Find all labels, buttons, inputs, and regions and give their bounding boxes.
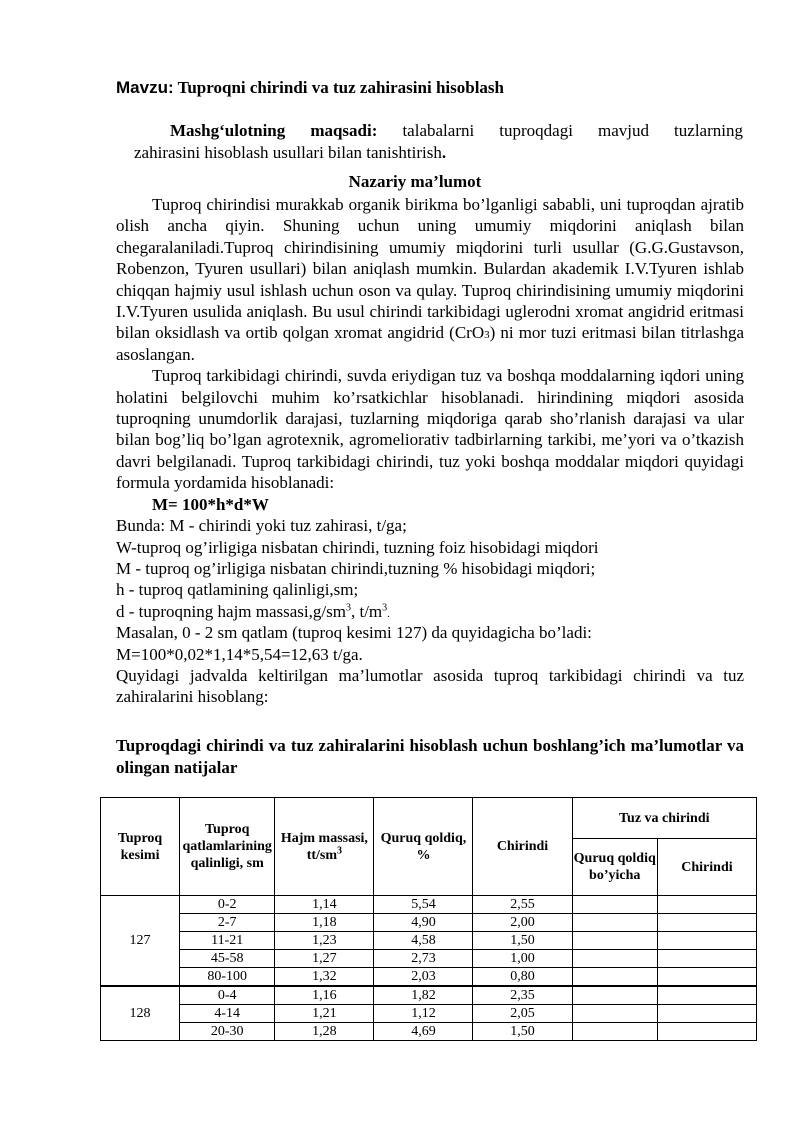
def-m: Bunda: M - chirindi yoki tuz zahirasi, t/ga; xyxy=(116,516,407,536)
cell-tuz-chirindi xyxy=(657,914,756,932)
cell-chirindi: 0,80 xyxy=(473,968,572,987)
header-sub-chirindi: Chirindi xyxy=(657,839,756,896)
cell-tuz-quruq xyxy=(572,932,657,950)
cell-kesim: 128 xyxy=(101,986,180,1041)
cell-tuz-quruq xyxy=(572,914,657,932)
goal-line-2 xyxy=(118,142,743,164)
cell-hajm: 1,27 xyxy=(275,950,374,968)
cell-hajm: 1,21 xyxy=(275,1005,374,1023)
def-d-mid: , t/m xyxy=(350,601,383,621)
cell-quruq: 1,82 xyxy=(374,986,473,1005)
cell-qalinlik: 4-14 xyxy=(180,1005,275,1023)
table-row xyxy=(101,914,757,932)
def-d xyxy=(116,601,744,622)
cell-chirindi: 1,50 xyxy=(473,1023,572,1041)
table-row xyxy=(101,986,757,1005)
table-row xyxy=(101,932,757,950)
table-row xyxy=(101,896,757,914)
cell-tuz-chirindi xyxy=(657,896,756,914)
title-text: Tuproqni chirindi va tuz zahirasini hisoblash xyxy=(173,78,504,97)
body-text xyxy=(116,194,744,708)
header-sub-quruq: Quruq qoldiq bo’yicha xyxy=(572,839,657,896)
cell-hajm: 1,16 xyxy=(275,986,374,1005)
paragraph-1-text: Tuproq chirindisi murakkab organik birikma bo’lganligi sababli, uni tuproqdan ajratib olish ancha qiyin. Shuning uchun uning umumiy miqdorini aniqlash bilan chegaralaniladi.Tuproq chirindisining umumiy miqdorini turli usullar (G.G.Gustavson, Robenzon, Tyuren usullari) bilan aniqlash mumkin. Bulardan akademik I.V.Tyuren ishlab chiqqan hajmiy usul ishlash uchun oson va qulay. Tuproq chirindisining umumiy miqdorini I.V.Tyuren usulida aniqlash. Bu usul chirindi tarkibidagi uglerodni xromat angidrid eritmasi bilan oksidlash va ortib qolgan xromat angidrid (CrO xyxy=(116,195,744,343)
cell-quruq: 2,03 xyxy=(374,968,473,987)
header-chirindi: Chirindi xyxy=(473,798,572,896)
table-row xyxy=(101,950,757,968)
goal-dot: . xyxy=(441,143,447,162)
cell-chirindi: 2,00 xyxy=(473,914,572,932)
cell-quruq: 4,69 xyxy=(374,1023,473,1041)
page-title xyxy=(116,78,504,98)
cell-chirindi: 2,55 xyxy=(473,896,572,914)
header-hajm-text: Hajm massasi, tt/sm xyxy=(280,830,368,863)
cell-chirindi: 2,05 xyxy=(473,1005,572,1023)
paragraph-1 xyxy=(116,194,744,365)
header-quruq: Quruq qoldiq, % xyxy=(374,798,473,896)
cell-hajm: 1,32 xyxy=(275,968,374,987)
example-line-2: M=100*0,02*1,14*5,54=12,63 t/ga. xyxy=(116,644,363,664)
table-row xyxy=(101,968,757,987)
table-body xyxy=(101,896,757,1041)
header-hajm xyxy=(275,798,374,896)
cell-tuz-quruq xyxy=(572,1005,657,1023)
cell-quruq: 5,54 xyxy=(374,896,473,914)
cell-kesim: 127 xyxy=(101,896,180,987)
header-row-1 xyxy=(101,798,757,839)
data-table xyxy=(100,797,757,1041)
def-d-text: d - tuproqning hajm massasi,g/sm xyxy=(116,601,346,621)
goal-section xyxy=(118,120,743,164)
cell-quruq: 2,73 xyxy=(374,950,473,968)
def-h: h - tuproq qatlamining qalinligi,sm; xyxy=(116,580,359,600)
goal-label: Mashg‘ulotning maqsadi: xyxy=(170,121,378,140)
cell-tuz-quruq xyxy=(572,896,657,914)
cell-qalinlik: 20-30 xyxy=(180,1023,275,1041)
header-tuz: Tuz va chirindi xyxy=(572,798,756,839)
paragraph-1-sub: 3 xyxy=(484,329,490,342)
header-qalinlik: Tuproq qatlamlarining qalinligi, sm xyxy=(180,798,275,896)
cell-hajm: 1,14 xyxy=(275,896,374,914)
title-label: Mavzu: xyxy=(116,78,174,97)
cell-chirindi: 1,00 xyxy=(473,950,572,968)
def-d-sup-1: 3 xyxy=(345,602,351,614)
table-title: Tuproqdagi chirindi va tuz zahiralarini hisoblash uchun boshlang’ich ma’lumotlar va olingan natijalar xyxy=(116,736,744,777)
table-row xyxy=(101,1005,757,1023)
cell-tuz-chirindi xyxy=(657,950,756,968)
def-m2: M - tuproq og’irligiga nisbatan chirindi,tuzning % hisobidagi miqdori; xyxy=(116,558,596,578)
cell-qalinlik: 2-7 xyxy=(180,914,275,932)
cell-chirindi: 2,35 xyxy=(473,986,572,1005)
cell-qalinlik: 0-2 xyxy=(180,896,275,914)
cell-tuz-chirindi xyxy=(657,932,756,950)
def-d-end: . xyxy=(387,607,390,620)
cell-tuz-quruq xyxy=(572,968,657,987)
cell-quruq: 4,58 xyxy=(374,932,473,950)
cell-chirindi: 1,50 xyxy=(473,932,572,950)
cell-qalinlik: 80-100 xyxy=(180,968,275,987)
cell-hajm: 1,23 xyxy=(275,932,374,950)
cell-qalinlik: 45-58 xyxy=(180,950,275,968)
goal-line-1 xyxy=(118,120,743,142)
cell-qalinlik: 0-4 xyxy=(180,986,275,1005)
header-kesim: Tuproq kesimi xyxy=(101,798,180,896)
goal-text-1: talabalarni tuproqdagi mavjud tuzlarning xyxy=(377,121,743,140)
cell-quruq: 4,90 xyxy=(374,914,473,932)
def-d-sup-2: 3 xyxy=(382,602,388,614)
cell-hajm: 1,18 xyxy=(275,914,374,932)
section-heading: Nazariy ma’lumot xyxy=(348,172,482,191)
table-row xyxy=(101,1023,757,1041)
paragraph-1-end: ) ni mor tuzi eritmasi bilan titrlashga asoslangan. xyxy=(116,323,744,364)
def-w: W-tuproq og’irligiga nisbatan chirindi, tuzning foiz hisobidagi miqdori xyxy=(116,537,599,557)
cell-hajm: 1,28 xyxy=(275,1023,374,1041)
cell-qalinlik: 11-21 xyxy=(180,932,275,950)
cell-tuz-quruq xyxy=(572,986,657,1005)
cell-tuz-chirindi xyxy=(657,968,756,987)
paragraph-2: Tuproq tarkibidagi chirindi, suvda eriydigan tuz va boshqa moddalarning iqdori uning holatini belgilovchi muhim ko’rsatkichlar hisoblanadi. hirindining miqdori asosida tuproqning unumdorlik darajasi, tuzlarning miqdoriga qarab sho’rlanish darajasi va ular bilan bog’liq bo’lgan agrotexnik, agromeliorativ tadbirlarning tarkibi, me’yori va o’tkazish davri belgilanadi. Tuproq tarkibidagi chirindi, tuz yoki boshqa moddalar miqdori quyidagi formula yordamida hisoblanadi: xyxy=(116,366,744,493)
formula: M= 100*h*d*W xyxy=(152,494,269,514)
cell-tuz-chirindi xyxy=(657,1005,756,1023)
header-hajm-sup: 3 xyxy=(337,844,343,856)
cell-tuz-chirindi xyxy=(657,1023,756,1041)
goal-text-2: zahirasini hisoblash usullari bilan tanishtirish xyxy=(134,143,442,162)
cell-tuz-quruq xyxy=(572,950,657,968)
example-line-1: Masalan, 0 - 2 sm qatlam (tuproq kesimi 127) da quyidagicha bo’ladi: xyxy=(116,623,592,643)
cell-tuz-quruq xyxy=(572,1023,657,1041)
instruction: Quyidagi jadvalda keltirilgan ma’lumotlar asosida tuproq tarkibidagi chirindi va tuz zahiralarini hisoblang: xyxy=(116,665,744,707)
cell-quruq: 1,12 xyxy=(374,1005,473,1023)
cell-tuz-chirindi xyxy=(657,986,756,1005)
